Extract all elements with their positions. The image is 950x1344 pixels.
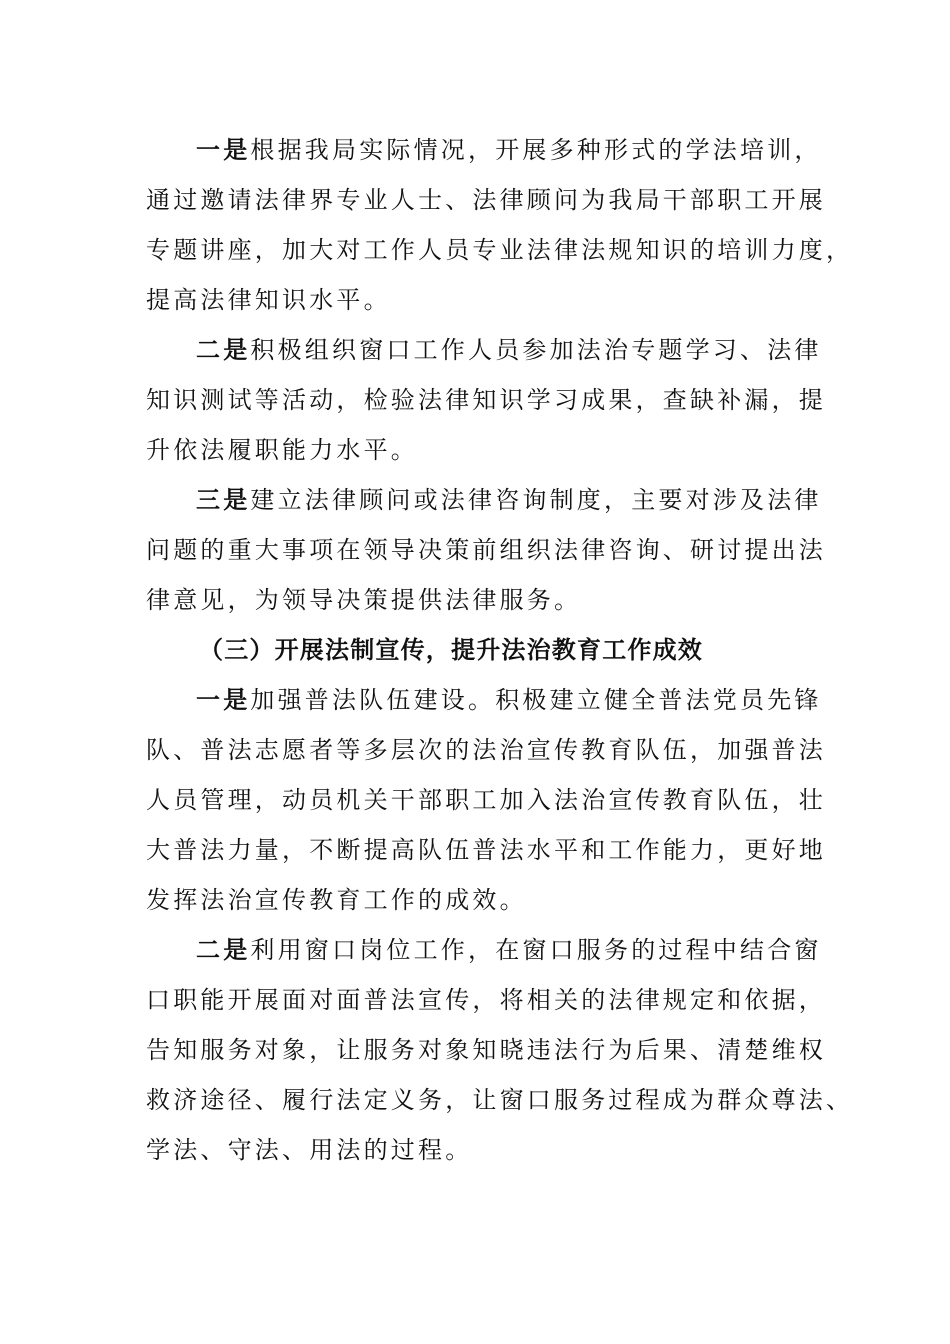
section-paragraph-2-lead: 二是 [196, 935, 251, 964]
section-paragraph-1-line-5: 发挥法治宣传教育工作的成效。 [146, 886, 527, 914]
section-paragraph-1-line-2: 队、普法志愿者等多层次的法治宣传教育队伍，加强普法 [146, 736, 826, 764]
paragraph-text: 利用窗口岗位工作，在窗口服务的过程中结合窗 [250, 936, 822, 964]
paragraph-3-line-3: 律意见，为领导决策提供法律服务。 [146, 586, 582, 614]
section-paragraph-2-line-5: 学法、守法、用法的过程。 [146, 1136, 473, 1164]
section-paragraph-2-line-1 [196, 934, 822, 966]
paragraph-3-line-2: 问题的重大事项在领导决策前组织法律咨询、研讨提出法 [146, 536, 826, 564]
section-paragraph-1-lead: 一是 [196, 685, 251, 714]
section-paragraph-1-line-1 [196, 684, 822, 716]
section-paragraph-2-line-3: 告知服务对象，让服务对象知晓违法行为后果、清楚维权 [146, 1036, 826, 1064]
paragraph-3-line-1 [196, 484, 822, 516]
section-paragraph-2-line-2: 口职能开展面对面普法宣传，将相关的法律规定和依据， [146, 986, 826, 1014]
paragraph-1-line-3: 专题讲座，加大对工作人员专业法律法规知识的培训力度， [146, 236, 854, 264]
section-paragraph-1-line-3: 人员管理，动员机关干部职工加入法治宣传教育队伍，壮 [146, 786, 826, 814]
paragraph-1-line-4: 提高法律知识水平。 [146, 286, 391, 314]
paragraph-text: 积极组织窗口工作人员参加法治专题学习、法律 [250, 336, 822, 364]
paragraph-text: 根据我局实际情况，开展多种形式的学法培训， [250, 136, 822, 164]
paragraph-2-line-2: 知识测试等活动，检验法律知识学习成果，查缺补漏，提 [146, 386, 826, 414]
paragraph-2-line-1 [196, 334, 822, 366]
section-paragraph-2-line-4: 救济途径、履行法定义务，让窗口服务过程成为群众尊法、 [146, 1086, 854, 1114]
paragraph-2-line-3: 升依法履职能力水平。 [146, 436, 418, 464]
paragraph-text: 加强普法队伍建设。积极建立健全普法党员先锋 [250, 686, 822, 714]
paragraph-1-lead: 一是 [196, 135, 251, 164]
paragraph-1-line-2: 通过邀请法律界专业人士、法律顾问为我局干部职工开展 [146, 186, 826, 214]
paragraph-3-lead: 三是 [196, 485, 251, 514]
paragraph-text: 建立法律顾问或法律咨询制度，主要对涉及法律 [250, 486, 822, 514]
section-heading: （三）开展法制宣传，提升法治教育工作成效 [199, 635, 703, 664]
paragraph-2-lead: 二是 [196, 335, 251, 364]
paragraph-1-line-1 [196, 134, 822, 166]
section-paragraph-1-line-4: 大普法力量，不断提高队伍普法水平和工作能力，更好地 [146, 836, 826, 864]
